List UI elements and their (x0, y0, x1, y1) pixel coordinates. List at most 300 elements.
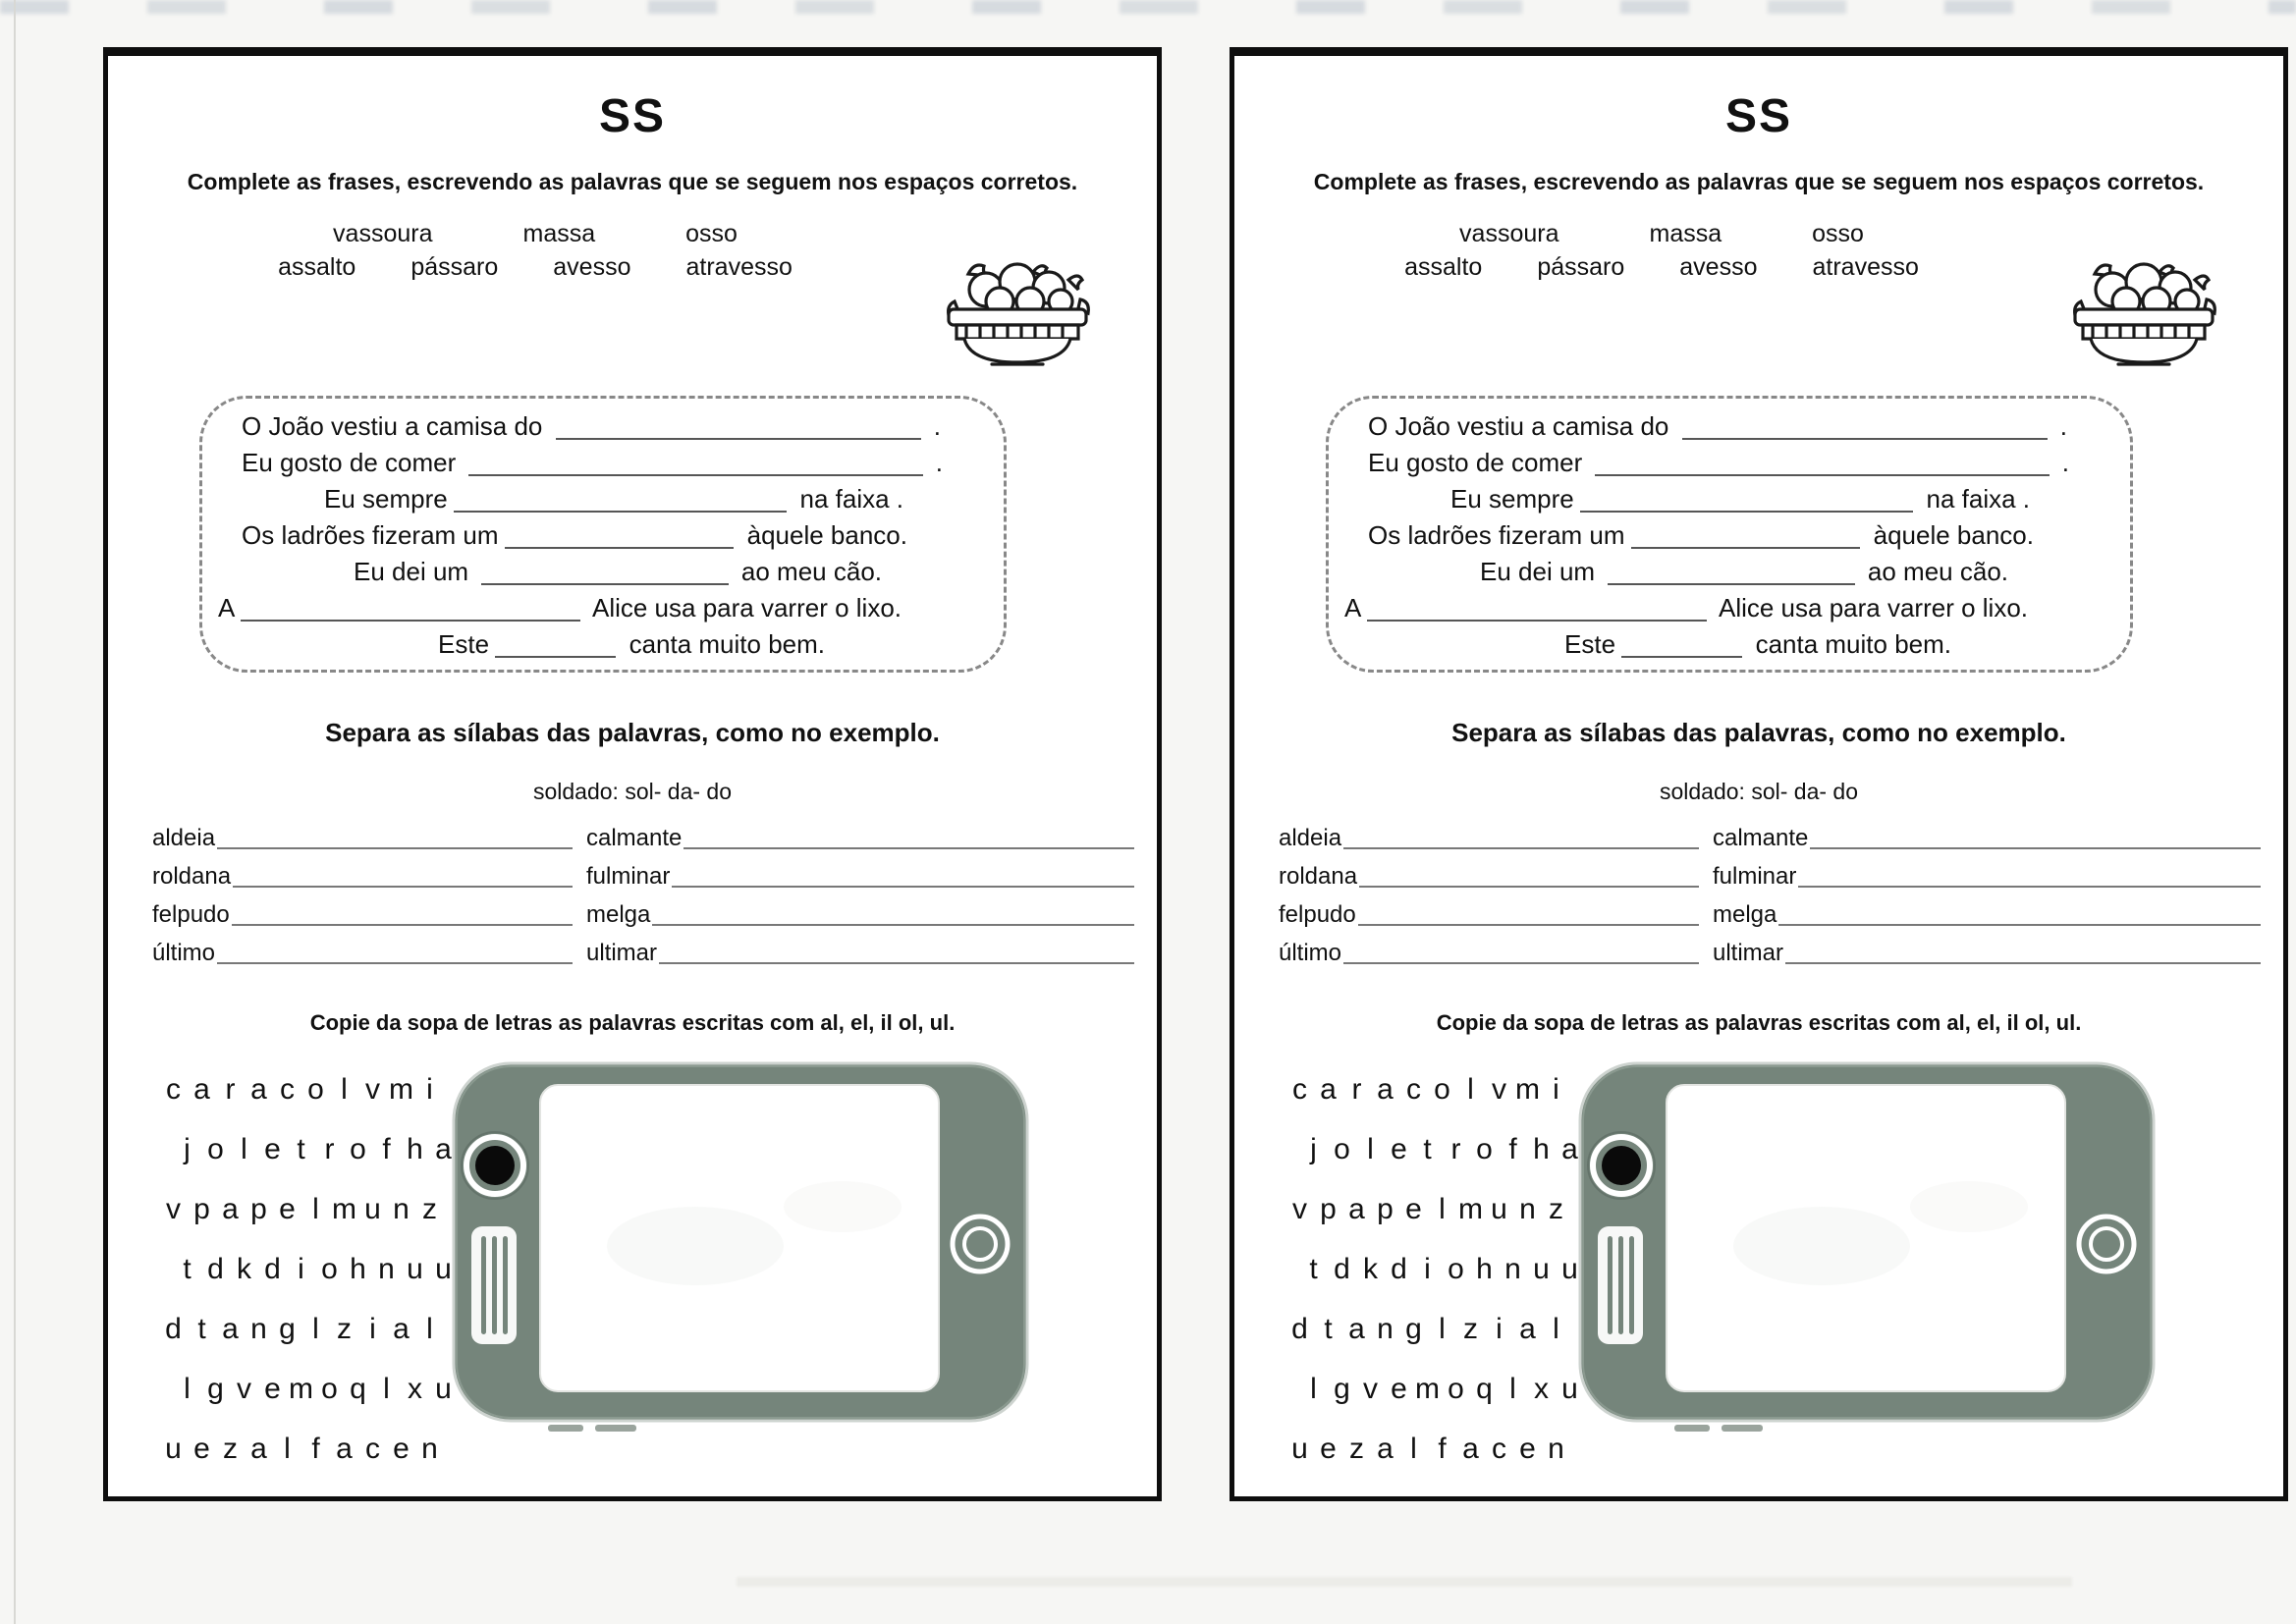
word-search-letter: l (312, 1193, 319, 1225)
word-search-letter: l (1367, 1133, 1374, 1165)
sentence-text: A (218, 593, 236, 623)
word-search-letter: f (311, 1433, 320, 1465)
word-search-letter: p (1320, 1193, 1337, 1225)
fill-in-sentence (216, 590, 990, 626)
sentence-text: Alice usa para varrer o lixo. (1713, 593, 2028, 623)
word-search-letter: l (1439, 1193, 1446, 1225)
answer-blank-line (468, 474, 922, 476)
answer-blank-line (556, 438, 921, 440)
word-search-letter: d (1391, 1253, 1407, 1285)
word-search-row (1285, 1253, 1584, 1313)
word-search-letter: z (223, 1433, 238, 1465)
fill-in-sentences-box (199, 396, 1007, 673)
worksheet-sheet (108, 89, 1157, 1530)
word-search-letter: p (250, 1193, 267, 1225)
word-search-letter: c (365, 1433, 380, 1465)
page-title: SS (598, 90, 667, 142)
word-search-letter: e (1519, 1433, 1536, 1465)
word-search-letter: m (1415, 1373, 1440, 1405)
sentence-text: àquele banco. (739, 520, 907, 550)
word-search-letter: n (250, 1313, 267, 1345)
tv-drawing (450, 1059, 1031, 1444)
word-search-letter: d (264, 1253, 281, 1285)
word-search-letter: t (1423, 1133, 1432, 1165)
sentence-text: . (2052, 411, 2067, 441)
answer-blank-line (1580, 511, 1914, 513)
syllable-row (1279, 824, 1699, 853)
word-search-letter: n (421, 1433, 438, 1465)
sentence-text: Eu dei um (354, 557, 476, 586)
word-search-letter: c (1292, 1073, 1307, 1106)
syllable-column-left (152, 824, 573, 977)
word-search-letter: x (408, 1373, 422, 1405)
word-search-letter: a (193, 1073, 210, 1106)
word-search-letter: d (1334, 1253, 1350, 1285)
answer-blank-line (1343, 847, 1699, 849)
word-search-letter: t (197, 1313, 206, 1345)
fill-in-sentence (216, 408, 990, 445)
sentence-text: . (2054, 448, 2069, 477)
word-search-letter: o (321, 1373, 338, 1405)
word-search-letter: u (1291, 1433, 1308, 1465)
word-search-letter: t (183, 1253, 191, 1285)
word-search-row (159, 1313, 458, 1373)
word-search-letter: h (350, 1253, 366, 1285)
word-search-letter: v (166, 1193, 181, 1225)
word-search-letter: m (389, 1073, 413, 1106)
word-search-letter: c (1492, 1433, 1506, 1465)
scanner-bottom-artifact (737, 1577, 2072, 1587)
word-search-letter: a (1348, 1313, 1365, 1345)
syllable-row (586, 862, 1134, 892)
fill-in-sentence (216, 445, 990, 481)
word-search-row (1285, 1433, 1584, 1492)
word-search-letter: o (1476, 1133, 1493, 1165)
word-search-letter: g (1405, 1313, 1422, 1345)
word-search-letter: m (1458, 1193, 1483, 1225)
word-bank (162, 217, 908, 284)
syllable-word: roldana (152, 863, 232, 890)
word-search-letter: l (1410, 1433, 1417, 1465)
syllable-row (1713, 939, 2261, 968)
word-search-row (159, 1433, 458, 1492)
answer-blank-line (1595, 474, 2049, 476)
answer-blank-line (652, 924, 1134, 926)
worksheet-sheet (1234, 89, 2283, 1530)
sentence-text: canta muito bem. (622, 629, 825, 659)
word-search-letter: p (1377, 1193, 1394, 1225)
syllable-word: roldana (1279, 863, 1358, 890)
word-bank (1288, 217, 2035, 284)
syllable-row (586, 900, 1134, 930)
word-search-letter: n (1548, 1433, 1564, 1465)
syllable-word: felpudo (152, 901, 230, 928)
sentence-text: Alice usa para varrer o lixo. (586, 593, 902, 623)
word-search-letter: u (1491, 1193, 1507, 1225)
word-search-letter: v (1292, 1193, 1307, 1225)
page-title: SS (1724, 90, 1793, 142)
answer-blank-line (481, 583, 728, 585)
word-bank-item: avesso (553, 253, 631, 281)
syllable-word: calmante (1713, 825, 1809, 851)
word-search-letter: f (382, 1133, 391, 1165)
word-search-letter: h (407, 1133, 423, 1165)
sentence-text: Este (1564, 629, 1616, 659)
answer-blank-line (672, 886, 1134, 888)
answer-blank-line (1798, 886, 2261, 888)
syllable-word: ultimar (586, 940, 658, 966)
word-search-letter: e (1405, 1193, 1422, 1225)
word-search-row (1285, 1193, 1584, 1253)
instruction-syllables: Separa as sílabas das palavras, como no exemplo. (1451, 718, 2066, 747)
word-search-letter: a (250, 1433, 267, 1465)
word-search-letter: q (1476, 1373, 1493, 1405)
word-search-letter: a (1519, 1313, 1536, 1345)
syllable-row (1279, 900, 1699, 930)
syllable-row (1279, 862, 1699, 892)
syllable-column-left (1279, 824, 1699, 977)
answer-blank-line (505, 547, 735, 549)
syllable-word: felpudo (1279, 901, 1356, 928)
word-search-letter: v (237, 1373, 251, 1405)
word-search-letter: j (1310, 1133, 1317, 1165)
word-search-letter: g (279, 1313, 296, 1345)
word-search-letter: o (1448, 1373, 1464, 1405)
instruction-complete-frases: Complete as frases, escrevendo as palavras que se seguem nos espaços corretos. (1313, 169, 2205, 194)
syllable-row (152, 862, 573, 892)
syllable-word: último (152, 940, 216, 966)
answer-blank-line (217, 962, 573, 964)
word-search-letter: e (393, 1433, 410, 1465)
word-search-letter: l (1439, 1313, 1446, 1345)
syllable-word: melga (1713, 901, 1777, 928)
word-search-letter: e (264, 1373, 281, 1405)
syllable-row (586, 939, 1134, 968)
word-bank-row-1 (1288, 217, 2035, 250)
word-search-grid (159, 1073, 458, 1492)
answer-blank-line (1785, 962, 2261, 964)
word-search-letter: l (1310, 1373, 1317, 1405)
word-search-letter: m (289, 1373, 313, 1405)
answer-blank-line (1343, 962, 1699, 964)
syllable-row (1279, 939, 1699, 968)
syllable-row (1713, 900, 2261, 930)
sentence-text: ao meu cão. (734, 557, 882, 586)
word-search-letter: a (250, 1073, 267, 1106)
word-search-letter: v (365, 1073, 380, 1106)
word-search-letter: i (426, 1073, 433, 1106)
instruction-complete-frases: Complete as frases, escrevendo as palavras que se seguem nos espaços corretos. (187, 169, 1078, 194)
answer-blank-line (241, 620, 580, 622)
word-bank-item: atravesso (685, 253, 793, 281)
sentence-text: Eu dei um (1480, 557, 1603, 586)
syllable-row (152, 939, 573, 968)
word-bank-row-2 (162, 250, 908, 284)
answer-blank-line (683, 847, 1134, 849)
word-search-letter: q (350, 1373, 366, 1405)
word-search-letter: z (422, 1193, 437, 1225)
tv-foot (548, 1425, 583, 1432)
word-search-letter: n (1519, 1193, 1536, 1225)
word-search-letter: n (1504, 1253, 1521, 1285)
sentence-text: O João vestiu a camisa do (1368, 411, 1676, 441)
word-search-row (1285, 1133, 1584, 1193)
word-search-row (159, 1133, 458, 1193)
syllable-word: ultimar (1713, 940, 1784, 966)
sentence-text: ao meu cão. (1860, 557, 2008, 586)
sentence-text: na faixa . (1919, 484, 2030, 514)
scanner-top-artifact (0, 0, 2296, 14)
word-bank-item: pássaro (410, 253, 499, 281)
worksheet-page-1 (103, 47, 1162, 1501)
sentence-text: Este (438, 629, 490, 659)
word-search-letter: l (284, 1433, 291, 1465)
word-search-letter: a (393, 1313, 410, 1345)
word-search-letter: p (193, 1193, 210, 1225)
syllable-row (1713, 824, 2261, 853)
fill-in-sentence (216, 517, 990, 554)
sentence-text: A (1344, 593, 1362, 623)
syllable-row (152, 824, 573, 853)
word-bank-row-2 (1288, 250, 2035, 284)
word-search-letter: n (1377, 1313, 1394, 1345)
sentence-text: na faixa . (793, 484, 903, 514)
instruction-wordsearch: Copie da sopa de letras as palavras escritas com al, el, il ol, ul. (1436, 1010, 2082, 1035)
answer-blank-line (1608, 583, 1854, 585)
fruit-bowl-icon (2057, 244, 2232, 368)
word-search-letter: m (1515, 1073, 1540, 1106)
word-search-letter: u (1561, 1253, 1578, 1285)
syllable-column-right (586, 824, 1134, 977)
word-search-row (1285, 1073, 1584, 1133)
word-search-letter: r (1450, 1133, 1461, 1165)
word-search-letter: u (1533, 1253, 1550, 1285)
tv-drawing (1576, 1059, 2158, 1444)
syllable-example: soldado: sol- da- do (532, 779, 732, 804)
word-search-letter: z (1549, 1193, 1563, 1225)
word-bank-item: massa (522, 220, 596, 247)
answer-blank-line (1778, 924, 2261, 926)
word-bank-item: avesso (1679, 253, 1758, 281)
word-search-letter: h (1533, 1133, 1550, 1165)
word-search-letter: l (1467, 1073, 1474, 1106)
answer-blank-line (1682, 438, 2048, 440)
word-search-letter: d (165, 1313, 182, 1345)
tv-foot (1722, 1425, 1763, 1432)
word-search-letter: c (166, 1073, 181, 1106)
word-search-letter: r (225, 1073, 236, 1106)
fill-in-sentence (1342, 481, 2116, 517)
word-search-letter: o (1434, 1073, 1450, 1106)
syllable-word: aldeia (152, 825, 216, 851)
syllable-word: melga (586, 901, 651, 928)
word-search-letter: l (241, 1133, 247, 1165)
word-bank-item: vassoura (1459, 220, 1559, 247)
word-search-letter: e (1391, 1373, 1407, 1405)
syllable-row (152, 900, 573, 930)
fill-in-sentence (216, 626, 990, 663)
word-search-row (159, 1253, 458, 1313)
syllable-row (586, 824, 1134, 853)
tv-foot (595, 1425, 636, 1432)
syllable-word: calmante (586, 825, 683, 851)
word-search-letter: i (298, 1253, 304, 1285)
word-search-letter: i (1424, 1253, 1431, 1285)
word-search-letter: a (222, 1313, 239, 1345)
word-search-row (159, 1373, 458, 1433)
word-search-letter: f (1508, 1133, 1517, 1165)
word-bank-item: vassoura (333, 220, 433, 247)
word-search-letter: c (1406, 1073, 1421, 1106)
word-search-letter: a (435, 1133, 452, 1165)
answer-blank-line (454, 511, 788, 513)
answer-blank-line (1358, 924, 1699, 926)
sentence-text: Eu sempre (324, 484, 448, 514)
word-bank-item: assalto (278, 253, 356, 281)
instruction-wordsearch: Copie da sopa de letras as palavras escritas com al, el, il ol, ul. (309, 1010, 956, 1035)
word-search-letter: t (1309, 1253, 1318, 1285)
word-bank-row-1 (162, 217, 908, 250)
answer-blank-line (1631, 547, 1861, 549)
word-search-letter: e (1320, 1433, 1337, 1465)
instruction-syllables: Separa as sílabas das palavras, como no exemplo. (325, 718, 940, 747)
sentence-text: Eu sempre (1450, 484, 1574, 514)
word-search-letter: l (1553, 1313, 1559, 1345)
word-search-letter: a (336, 1433, 353, 1465)
word-search-letter: o (207, 1133, 224, 1165)
word-search-letter: a (1348, 1193, 1365, 1225)
word-search-letter: r (324, 1133, 335, 1165)
word-search-letter: a (1561, 1133, 1578, 1165)
word-search-letter: e (264, 1133, 281, 1165)
word-bank-item: massa (1649, 220, 1722, 247)
word-search-letter: a (222, 1193, 239, 1225)
fruit-bowl-icon (931, 244, 1106, 368)
word-search-letter: g (1334, 1373, 1350, 1405)
word-search-letter: z (1463, 1313, 1478, 1345)
word-search-letter: x (1534, 1373, 1549, 1405)
fill-in-sentence (216, 481, 990, 517)
answer-blank-line (1810, 847, 2261, 849)
word-search-row (159, 1193, 458, 1253)
word-search-letter: o (1448, 1253, 1464, 1285)
answer-blank-line (217, 847, 573, 849)
word-search-letter: l (426, 1313, 433, 1345)
word-search-letter: d (207, 1253, 224, 1285)
sentence-text: Os ladrões fizeram um (242, 520, 499, 550)
word-bank-item: assalto (1404, 253, 1483, 281)
word-search-letter: o (350, 1133, 366, 1165)
sentence-text: . (928, 448, 943, 477)
word-search-letter: i (369, 1313, 376, 1345)
word-search-letter: u (435, 1253, 452, 1285)
word-search-letter: n (393, 1193, 410, 1225)
word-search-letter: o (321, 1253, 338, 1285)
word-search-letter: e (193, 1433, 210, 1465)
word-search-letter: f (1438, 1433, 1447, 1465)
answer-blank-line (1367, 620, 1707, 622)
word-search-letter: u (364, 1193, 381, 1225)
word-search-letter: d (1291, 1313, 1308, 1345)
sentence-text: canta muito bem. (1748, 629, 1951, 659)
word-search-letter: r (1351, 1073, 1362, 1106)
word-search-row (159, 1073, 458, 1133)
word-search-letter: i (1496, 1313, 1503, 1345)
word-bank-item: osso (1812, 220, 1864, 247)
word-search-letter: a (1377, 1433, 1394, 1465)
fill-in-sentence (1342, 626, 2116, 663)
syllable-example: soldado: sol- da- do (1659, 779, 1858, 804)
syllable-exercise (152, 824, 1134, 977)
sentence-text: . (926, 411, 941, 441)
word-search-letter: t (1324, 1313, 1333, 1345)
word-search-letter: z (1349, 1433, 1364, 1465)
word-search-row (1285, 1313, 1584, 1373)
word-search-letter: o (307, 1073, 324, 1106)
sentence-text: Eu gosto de comer (242, 448, 464, 477)
word-search-letter: l (184, 1373, 191, 1405)
fill-in-sentence (1342, 517, 2116, 554)
word-search-letter: o (1334, 1133, 1350, 1165)
word-search-letter: v (1363, 1373, 1378, 1405)
word-search-letter: u (1561, 1373, 1578, 1405)
word-bank-item: pássaro (1537, 253, 1625, 281)
sentence-text: Eu gosto de comer (1368, 448, 1590, 477)
sentence-text: O João vestiu a camisa do (242, 411, 550, 441)
word-search-letter: i (1553, 1073, 1559, 1106)
word-search-letter: u (435, 1373, 452, 1405)
answer-blank-line (233, 886, 573, 888)
fill-in-sentence (1342, 408, 2116, 445)
syllable-word: fulminar (1713, 863, 1797, 890)
fill-in-sentence (216, 554, 990, 590)
syllable-row (1713, 862, 2261, 892)
word-search-letter: z (337, 1313, 352, 1345)
answer-blank-line (659, 962, 1134, 964)
word-search-letter: k (1363, 1253, 1378, 1285)
scanner-left-edge-artifact (14, 0, 16, 1624)
word-search-letter: l (383, 1373, 390, 1405)
word-search-letter: a (1462, 1433, 1479, 1465)
sentence-text: Os ladrões fizeram um (1368, 520, 1625, 550)
syllable-exercise (1279, 824, 2261, 977)
syllable-word: fulminar (586, 863, 671, 890)
word-search-letter: l (341, 1073, 348, 1106)
syllable-column-right (1713, 824, 2261, 977)
word-search-letter: u (407, 1253, 423, 1285)
syllable-word: aldeia (1279, 825, 1342, 851)
sentence-text: àquele banco. (1866, 520, 2034, 550)
word-search-letter: m (332, 1193, 356, 1225)
fill-in-sentence (1342, 445, 2116, 481)
tv-foot (1674, 1425, 1710, 1432)
word-search-letter: u (165, 1433, 182, 1465)
word-search-letter: k (237, 1253, 251, 1285)
word-search-letter: g (207, 1373, 224, 1405)
word-search-letter: n (378, 1253, 395, 1285)
word-search-letter: l (1509, 1373, 1516, 1405)
syllable-word: último (1279, 940, 1342, 966)
answer-blank-line (1359, 886, 1699, 888)
fill-in-sentence (1342, 590, 2116, 626)
word-search-letter: e (1391, 1133, 1407, 1165)
fill-in-sentence (1342, 554, 2116, 590)
word-search-letter: j (184, 1133, 191, 1165)
word-bank-item: atravesso (1812, 253, 1919, 281)
answer-blank-line (1621, 656, 1742, 658)
word-search-letter: a (1320, 1073, 1337, 1106)
fill-in-sentences-box (1326, 396, 2133, 673)
